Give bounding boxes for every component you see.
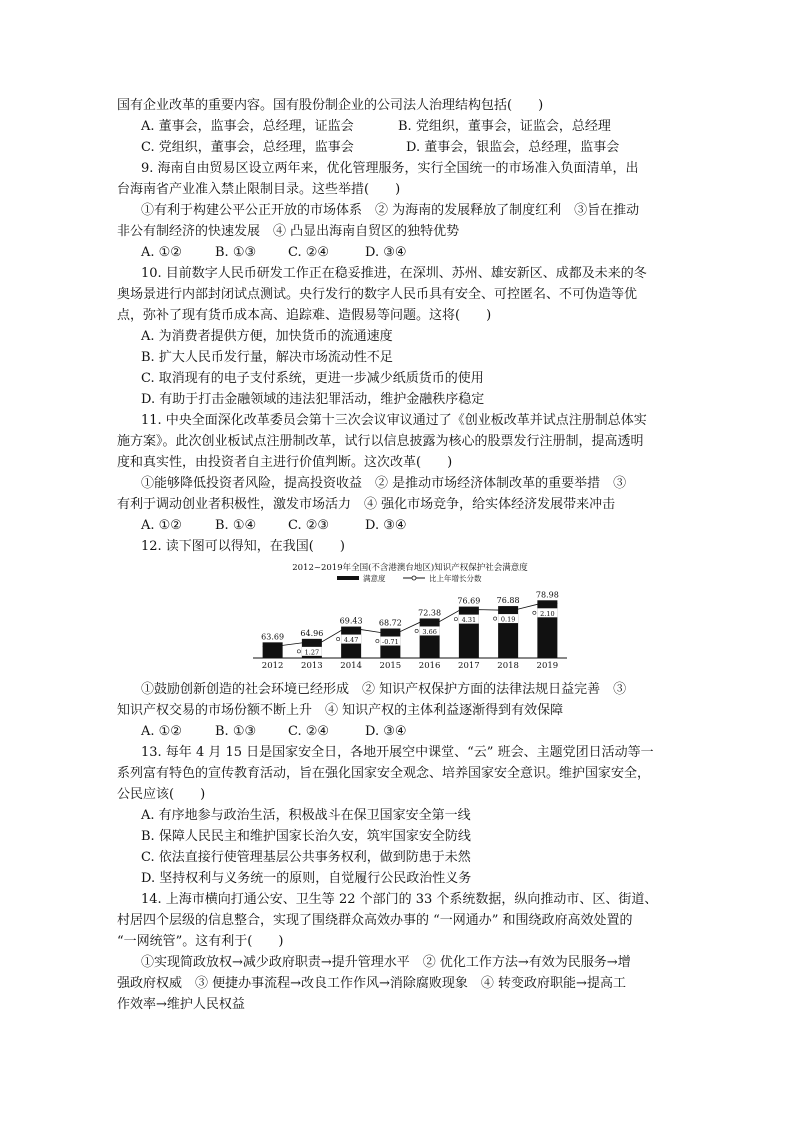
q11-stem-line3: 度和真实性，由投资者自主进行价值判断。这次改革( ): [117, 455, 453, 470]
q13-option-a: A. 有序地参与政治生活，积极战斗在保卫国家安全第一线: [141, 808, 471, 823]
growth-label-2014: 4.47: [343, 636, 359, 645]
q12-option-b: B. ①③: [215, 724, 257, 739]
growth-label-2017: 4.31: [461, 616, 477, 625]
value-label-2017: 76.69: [457, 596, 481, 606]
q13-stem-line3: 公民应该( ): [117, 787, 206, 802]
q10-option-d: D. 有助于打击金融领域的违法犯罪活动，维护金融秩序稳定: [141, 392, 485, 407]
q10-stem-line1: 10. 目前数字人民币研发工作正在稳妥推进，在深圳、苏州、雄安新区、成都及未来的冬: [141, 266, 647, 281]
q8-option-d: D. 董事会，银监会，总经理，监事会: [406, 140, 620, 155]
q12-option-c: C. ②④: [288, 724, 330, 739]
q9-option-b: B. ①③: [215, 245, 257, 260]
x-tick-2018: 2018: [497, 661, 519, 671]
legend-label-satisfaction: 满意度: [363, 574, 386, 583]
q12-option-a: A. ①②: [141, 724, 182, 739]
growth-label-2013: 1.27: [304, 648, 320, 657]
q11-stem-line1: 11. 中央全面深化改革委员会第十三次会议审议通过了《创业板改革并试点注册制总体实: [141, 413, 647, 428]
growth-label-2015: -0.71: [382, 638, 399, 647]
value-label-2016: 72.38: [418, 608, 442, 618]
q10-stem-line3: 点，弥补了现有货币成本高、追踪难、造假易等问题。这将( ): [117, 308, 492, 323]
q14-stem-line1: 14. 上海市横向打通公安、卫生等 22 个部门的 33 个系统数据，纵向推动市、区、街道、: [141, 892, 658, 907]
q11-option-a: A. ①②: [141, 518, 182, 533]
q10-option-c: C. 取消现有的电子支付系统，更进一步减少纸质货币的使用: [141, 371, 484, 386]
x-tick-2017: 2017: [458, 661, 480, 671]
q11-statements-line1: ①能够降低投资者风险，提高投资收益 ② 是推动市场经济体制改革的重要举措 ③: [141, 476, 627, 491]
growth-point-2017: [454, 618, 457, 621]
q12-statements-line2: 知识产权交易的市场份额不断上升 ④ 知识产权的主体利益逐渐得到有效保障: [117, 703, 564, 718]
value-label-2013: 64.96: [300, 628, 324, 638]
x-tick-2019: 2019: [536, 661, 559, 671]
growth-point-2016: [415, 629, 418, 632]
legend-label-growth: 比上年增长分数: [429, 574, 482, 583]
chart-title: 2012~2019年全国(不含港澳台地区)知识产权保护社会满意度: [292, 563, 528, 573]
q10-stem-line2: 奥场景进行内部封闭试点测试。央行发行的数字人民币具有安全、可控匿名、不可伪造等优: [117, 287, 638, 302]
q13-stem-line2: 系列富有特色的宣传教育活动，旨在强化国家安全观念、培养国家安全意识。维护国家安全，: [117, 766, 651, 781]
q14-statements-line1: ①实现简政放权→减少政府职责→提升管理水平 ② 优化工作方法→有效为民服务→增: [141, 955, 631, 970]
x-tick-2013: 2013: [301, 661, 323, 671]
growth-label-2016: 3.66: [422, 627, 437, 636]
x-tick-2015: 2015: [379, 661, 402, 671]
bar-2012: [263, 642, 283, 658]
growth-point-2013: [297, 650, 300, 653]
q12-option-d: D. ③④: [365, 724, 407, 739]
x-tick-2016: 2016: [418, 661, 441, 671]
q14-stem-line2: 村居四个层级的信息整合，实现了围绕群众高效办事的 “一网通办” 和围绕政府高效处置的: [117, 913, 633, 928]
bar-2018: [498, 606, 518, 658]
q12-stem: 12. 读下图可以得知，在我国( ): [141, 539, 345, 554]
growth-point-2014: [337, 637, 340, 640]
q9-option-c: C. ②④: [288, 245, 330, 260]
value-label-2015: 68.72: [378, 618, 402, 628]
growth-point-2019: [533, 611, 536, 614]
q14-statements-line3: 作效率→维护人民权益: [117, 997, 245, 1012]
growth-point-2015: [376, 639, 379, 642]
value-label-2019: 78.98: [535, 590, 559, 600]
q9-option-a: A. ①②: [141, 245, 182, 260]
satisfaction-chart: [245, 560, 575, 672]
q13-stem-line1: 13. 每年 4 月 15 日是国家安全日，各地开展空中课堂、“云” 班会、主题党团日活动等一: [141, 745, 654, 760]
q9-statements-line1: ①有利于构建公平公正开放的市场体系 ② 为海南的发展释放了制度红利 ③旨在推动: [141, 203, 640, 218]
q11-stem-line2: 施方案》。此次创业板试点注册制改革，试行以信息披露为核心的股票发行注册制，提高透明: [117, 434, 644, 449]
q8-stem-continued: 国有企业改革的重要内容。国有股份制企业的公司法人治理结构包括( ): [117, 98, 544, 113]
q10-option-a: A. 为消费者提供方便，加快货币的流通速度: [141, 329, 393, 344]
q11-option-c: C. ②③: [288, 518, 330, 533]
value-label-2014: 69.43: [339, 616, 363, 626]
q11-option-d: D. ③④: [365, 518, 407, 533]
q12-statements-line1: ①鼓励创新创造的社会环境已经形成 ② 知识产权保护方面的法律法规日益完善 ③: [141, 682, 627, 697]
q8-option-c: C. 党组织，董事会，总经理，监事会: [141, 140, 354, 155]
value-label-2018: 76.88: [496, 596, 520, 606]
value-label-2012: 63.69: [261, 632, 285, 642]
growth-label-2018: 0.19: [500, 615, 516, 624]
q11-statements-line2: 有利于调动创业者积极性，激发市场活力 ④ 强化市场竞争，给实体经济发展带来冲击: [117, 497, 616, 512]
q9-statements-line2: 非公有制经济的快速发展 ④ 凸显出海南自贸区的独特优势: [117, 224, 460, 239]
growth-point-2018: [494, 617, 497, 620]
q10-option-b: B. 扩大人民币发行量，解决市场流动性不足: [141, 350, 393, 365]
q14-statements-line2: 强政府权威 ③ 便捷办事流程→改良工作作风→消除腐败现象 ④ 转变政府职能→提高工: [117, 976, 626, 991]
q9-options: [141, 243, 407, 263]
q9-stem-line2: 台海南省产业准入禁止限制目录。这些举措( ): [117, 182, 401, 197]
q8-option-a: A. 董事会，监事会，总经理，证监会: [141, 119, 354, 134]
bar-2016: [420, 618, 440, 658]
q13-option-b: B. 保障人民民主和维护国家长治久安，筑牢国家安全防线: [141, 829, 471, 844]
q9-stem-line1: 9. 海南自由贸易区设立两年来，优化管理服务，实行全国统一的市场准入负面清单，出: [141, 161, 639, 176]
q11-option-b: B. ①④: [215, 518, 257, 533]
bar-2017: [459, 607, 479, 658]
legend-swatch-satisfaction: [337, 576, 359, 580]
growth-label-2019: 2.10: [540, 609, 555, 618]
q13-option-d: D. 坚持权利与义务统一的原则，自觉履行公民政治性义务: [141, 871, 472, 886]
q13-option-c: C. 依法直接行使管理基层公共事务权利，做到防患于未然: [141, 850, 471, 865]
q9-option-d: D. ③④: [365, 245, 407, 260]
q12-options: [141, 722, 407, 742]
x-tick-2014: 2014: [340, 661, 362, 671]
q14-stem-line3: “一网统管”。这有利于( ): [117, 934, 284, 949]
x-tick-2012: 2012: [261, 661, 284, 671]
q11-options: [141, 516, 407, 536]
q8-option-b: B. 党组织，董事会，证监会，总经理: [398, 119, 611, 134]
legend-marker-growth: [412, 576, 416, 580]
satisfaction-chart-svg: [245, 560, 575, 672]
